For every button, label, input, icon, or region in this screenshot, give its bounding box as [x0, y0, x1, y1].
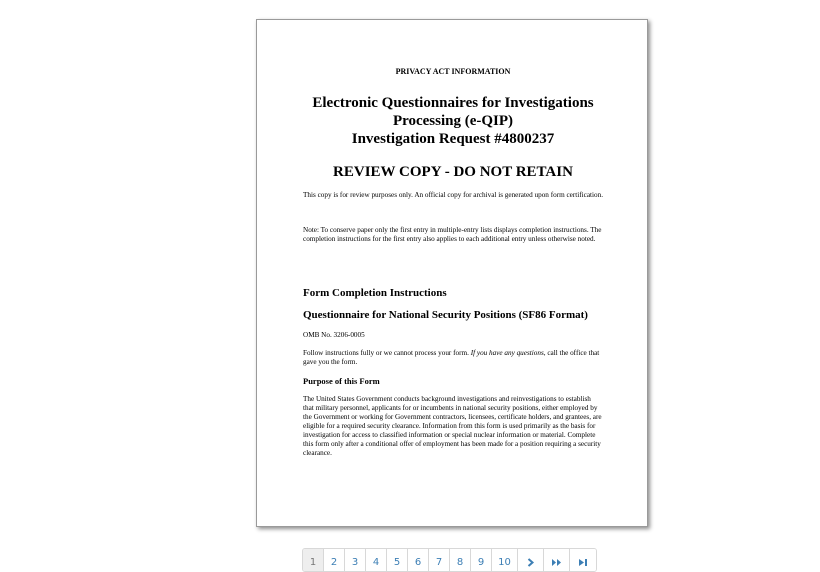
- page-button-5[interactable]: 5: [387, 549, 408, 571]
- page-button-10[interactable]: 10: [492, 549, 518, 571]
- purpose-heading: Purpose of this Form: [303, 376, 380, 386]
- document-title: [303, 94, 603, 148]
- pagination: [302, 548, 597, 572]
- questionnaire-heading: Questionnaire for National Security Positions (SF86 Format): [303, 309, 588, 321]
- last-page-icon: [578, 558, 588, 567]
- next-page-button[interactable]: [518, 549, 544, 571]
- follow-text-c: call the office that gave you the form.: [303, 349, 600, 366]
- form-instructions-heading: Form Completion Instructions: [303, 287, 447, 299]
- title-line-1: Electronic Questionnaires for Investigations: [312, 95, 594, 111]
- skip-forward-button[interactable]: [544, 549, 570, 571]
- review-note: This copy is for review purposes only. An official copy for archival is generated upon form certification.: [303, 191, 603, 199]
- page-button-1[interactable]: 1: [303, 549, 324, 571]
- follow-text-italic: If you have any questions,: [470, 349, 546, 357]
- purpose-text: The United States Government conducts background investigations and reinvestigations to establish that military personnel, applicants for or incumbents in national security positions, either employed by the Government or working for Government contractors, licensees, certificate holders, and grantees, are eligible for a required security clearance. Information from this form is used primarily as the basis for investigation for access to classified information or special nuclear information or material. Complete this form only after a conditional offer of employment has been made for a position requiring a security clearance.: [303, 395, 602, 457]
- page-button-7[interactable]: 7: [429, 549, 450, 571]
- page-button-3[interactable]: 3: [345, 549, 366, 571]
- follow-instructions-text: [303, 349, 603, 367]
- title-line-2: Processing (e-QIP): [392, 113, 514, 129]
- title-line-3: Investigation Request #4800237: [351, 131, 555, 147]
- page-button-2[interactable]: 2: [324, 549, 345, 571]
- document-page-preview: [256, 19, 648, 527]
- review-copy-banner: REVIEW COPY - DO NOT RETAIN: [333, 164, 573, 180]
- page-button-9[interactable]: 9: [471, 549, 492, 571]
- chevron-right-icon: [526, 558, 535, 567]
- privacy-act-heading: PRIVACY ACT INFORMATION: [395, 67, 511, 76]
- page-button-4[interactable]: 4: [366, 549, 387, 571]
- conserve-note: Note: To conserve paper only the first entry in multiple-entry lists displays completion instructions. The completion instructions for the first entry also applies to each additional entry unless otherwise noted.: [303, 226, 602, 243]
- page-button-6[interactable]: 6: [408, 549, 429, 571]
- last-page-button[interactable]: [570, 549, 596, 571]
- page-button-8[interactable]: 8: [450, 549, 471, 571]
- double-chevron-right-icon: [551, 558, 563, 567]
- follow-text-a: Follow instructions fully or we cannot process your form.: [303, 349, 471, 357]
- omb-number: OMB No. 3206-0005: [303, 331, 365, 339]
